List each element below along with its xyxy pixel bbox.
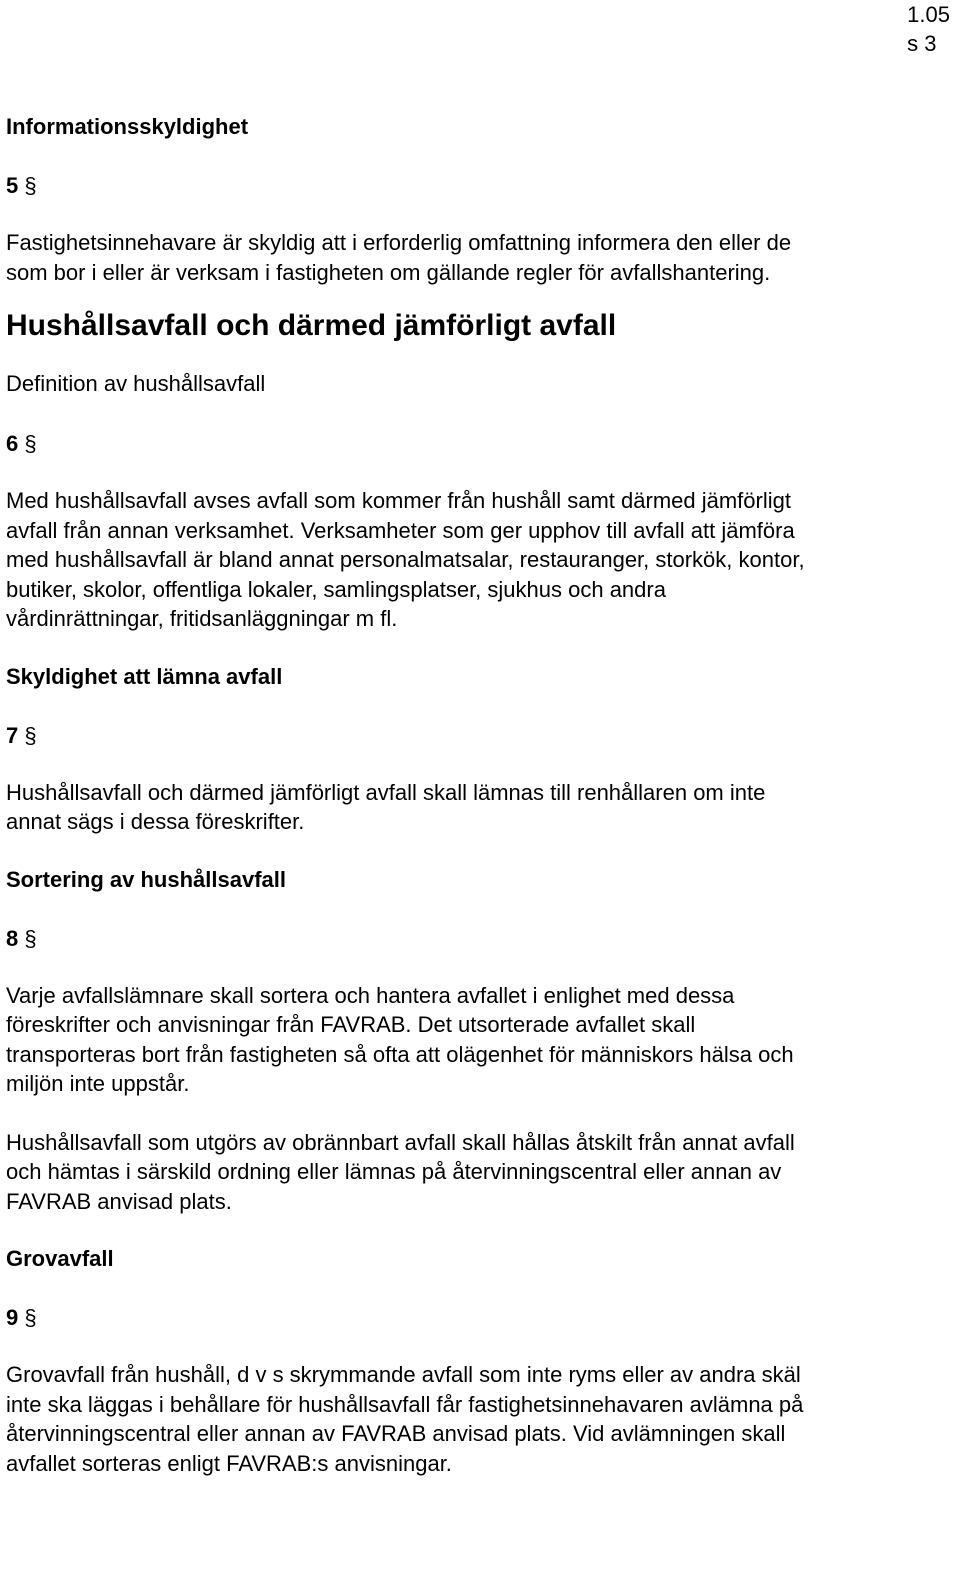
paragraph-number-9: [6, 1303, 826, 1332]
section-mark: §: [24, 173, 37, 198]
paragraph-number-5: [6, 171, 826, 200]
section-mark: §: [24, 925, 37, 951]
paragraph-9-text: Grovavfall från hushåll, d v s skrymmande avfall som inte ryms eller av andra skäl inte ska läggas i behållare för hushållsavfall får fastighetsinnehavaren avlämna på återvinningscentral eller annan av FAVRAB anvisad plats. Vid avlämningen skall avfallet sorteras enligt FAVRAB:s anvisningar.: [6, 1362, 804, 1476]
paragraph-7-text: Hushållsavfall och därmed jämförligt avfall skall lämnas till renhållaren om inte annat sägs i dessa föreskrifter.: [6, 779, 766, 834]
paragraph-number-8-value: 8: [6, 925, 19, 951]
heading-grovavfall: Grovavfall: [6, 1246, 114, 1271]
page-number-line1: 1.05: [907, 2, 950, 27]
section-mark: §: [24, 431, 37, 456]
paragraph-number-5-value: 5: [6, 173, 19, 198]
paragraph-5-text: Fastighetsinnehavare är skyldig att i erforderlig omfattning informera den eller de som bor i eller är verksam i fastigheten om gällande regler för avfallshantering.: [6, 230, 792, 285]
paragraph-number-9-value: 9: [6, 1305, 19, 1330]
paragraph-number-7-value: 7: [6, 722, 19, 748]
paragraph-number-8: [6, 924, 826, 953]
paragraph-number-6: [6, 429, 826, 458]
heading-informationsskyldighet: Informationsskyldighet: [6, 114, 249, 139]
heading-definition: Definition av hushållsavfall: [6, 371, 266, 396]
paragraph-8-text-a: Varje avfallslämnare skall sortera och hantera avfallet i enlighet med dessa föreskrifter och anvisningar från FAVRAB. Det utsorterade avfallet skall transporteras bort från fastigheten så ofta att olägenhet för människors hälsa och miljön inte uppstår.: [6, 982, 794, 1096]
paragraph-number-7: [6, 721, 826, 750]
page-number: [907, 0, 950, 58]
main-heading: Hushållsavfall och därmed jämförligt avfall: [6, 309, 617, 342]
paragraph-8-text-b: Hushållsavfall som utgörs av obrännbart avfall skall hållas åtskilt från annat avfall och hämtas i särskild ordning eller lämnas på återvinningscentral eller annan av FAVRAB anvisad plats.: [6, 1129, 795, 1214]
section-mark: §: [24, 1305, 37, 1330]
document-body: [6, 110, 826, 1478]
paragraph-number-6-value: 6: [6, 431, 19, 456]
heading-sortering: Sortering av hushållsavfall: [6, 866, 286, 892]
page-number-line2: s 3: [907, 31, 937, 56]
paragraph-6-text: Med hushållsavfall avses avfall som kommer från hushåll samt därmed jämförligt avfall från annan verksamhet. Verksamheter som ger upphov till avfall att jämföra med hushållsavfall är bland annat personalmatsalar, restauranger, storkök, kontor, butiker, skolor, offentliga lokaler, samlingsplatser, sjukhus och andra vårdinrättningar, fritidsanläggningar m fl.: [6, 488, 805, 631]
section-mark: §: [24, 722, 37, 748]
heading-skyldighet: Skyldighet att lämna avfall: [6, 663, 283, 689]
